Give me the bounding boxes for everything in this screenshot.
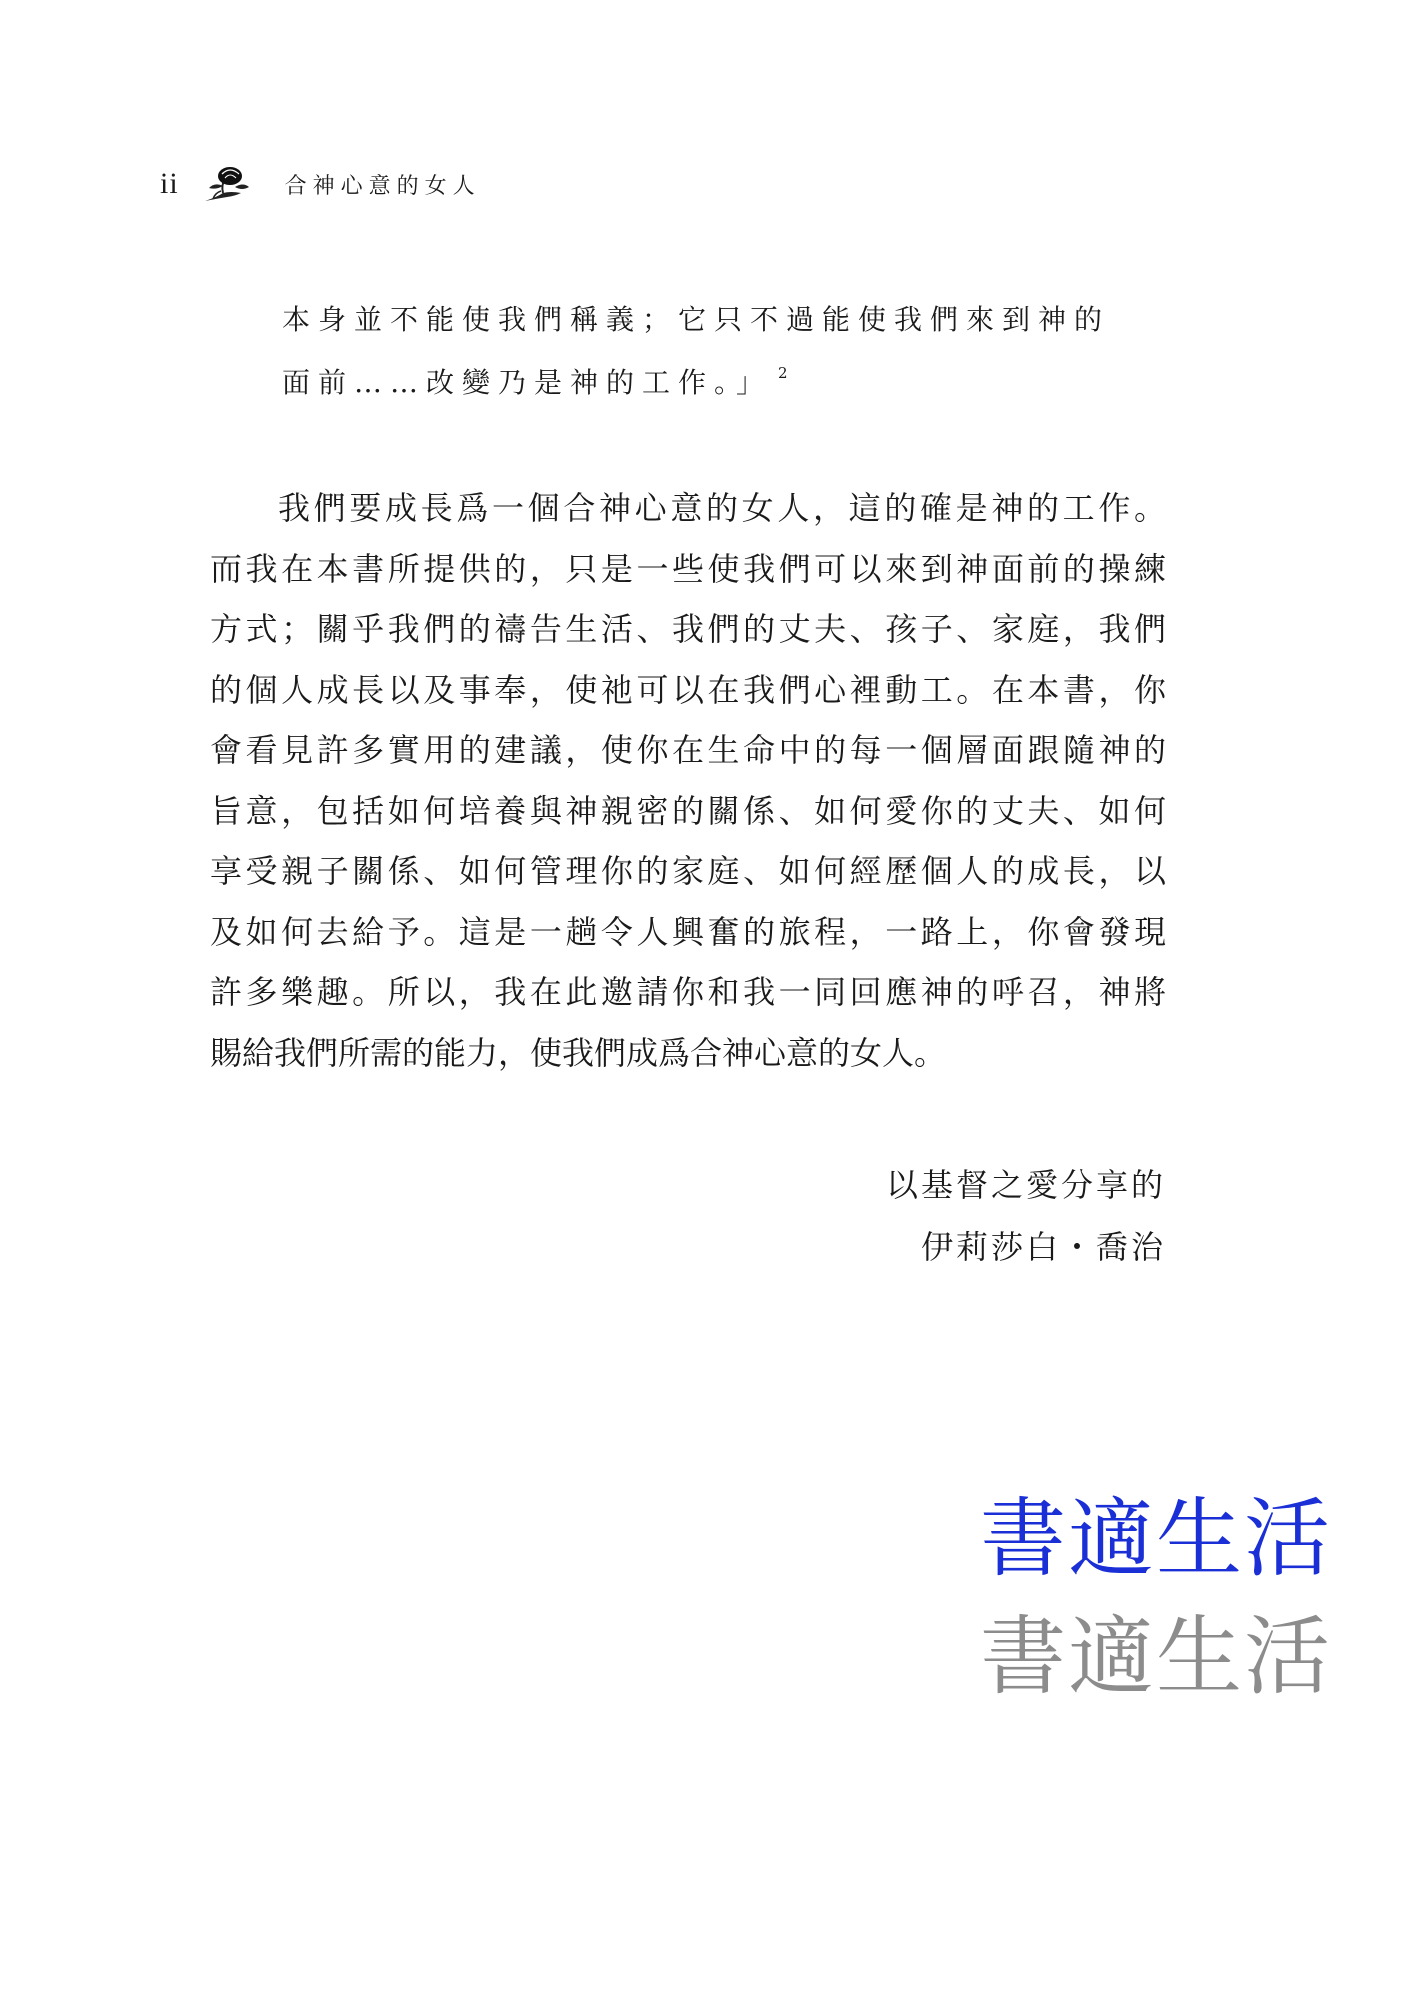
footnote-marker: 2 — [778, 364, 788, 382]
page-number: ii — [160, 167, 179, 200]
signoff-line: 以基督之愛分享的 — [885, 1167, 1166, 1203]
body-line: 而我在本書所提供的，只是一些使我們可以來到神面前的操練 — [210, 550, 1166, 587]
body-line: 的個人成長以及事奉，使祂可以在我們心裡動工。在本書，你 — [210, 671, 1166, 708]
quote-line-last — [282, 366, 788, 397]
body-line: 會看見許多實用的建議，使你在生命中的每一個層面跟隨神的 — [210, 732, 1166, 768]
quote-line: 本身並不能使我們稱義；它只不過能使我們來到神的 — [282, 303, 1111, 336]
running-title: 合神心意的女人 — [284, 173, 481, 199]
watermark-text-gray: 書適生活 — [980, 1607, 1332, 1707]
rose-flower-icon — [201, 163, 255, 205]
author-signature: 伊莉莎白・喬治 — [920, 1229, 1166, 1265]
body-paragraph — [210, 478, 1166, 1083]
quote-line-text: 面前……改變乃是神的工作。」 — [282, 366, 773, 399]
body-line: 我們要成長爲一個合神心意的女人，這的確是神的工作。 — [278, 490, 1166, 526]
body-line: 許多樂趣。所以，我在此邀請你和我一同回應神的呼召，神將 — [210, 974, 1166, 1010]
body-line: 旨意，包括如何培養與神親密的關係、如何愛你的丈夫、如何 — [210, 792, 1166, 829]
body-line: 方式；關乎我們的禱告生活、我們的丈夫、孩子、家庭，我們 — [210, 611, 1166, 647]
watermark-text-blue: 書適生活 — [980, 1489, 1332, 1589]
running-header — [160, 162, 481, 206]
body-line: 賜給我們所需的能力，使我們成爲合神心意的女人。 — [210, 1034, 947, 1071]
body-line: 享受親子關係、如何管理你的家庭、如何經歷個人的成長，以 — [210, 853, 1166, 889]
body-line: 及如何去給予。這是一趟令人興奮的旅程，一路上，你會發現 — [210, 913, 1166, 950]
